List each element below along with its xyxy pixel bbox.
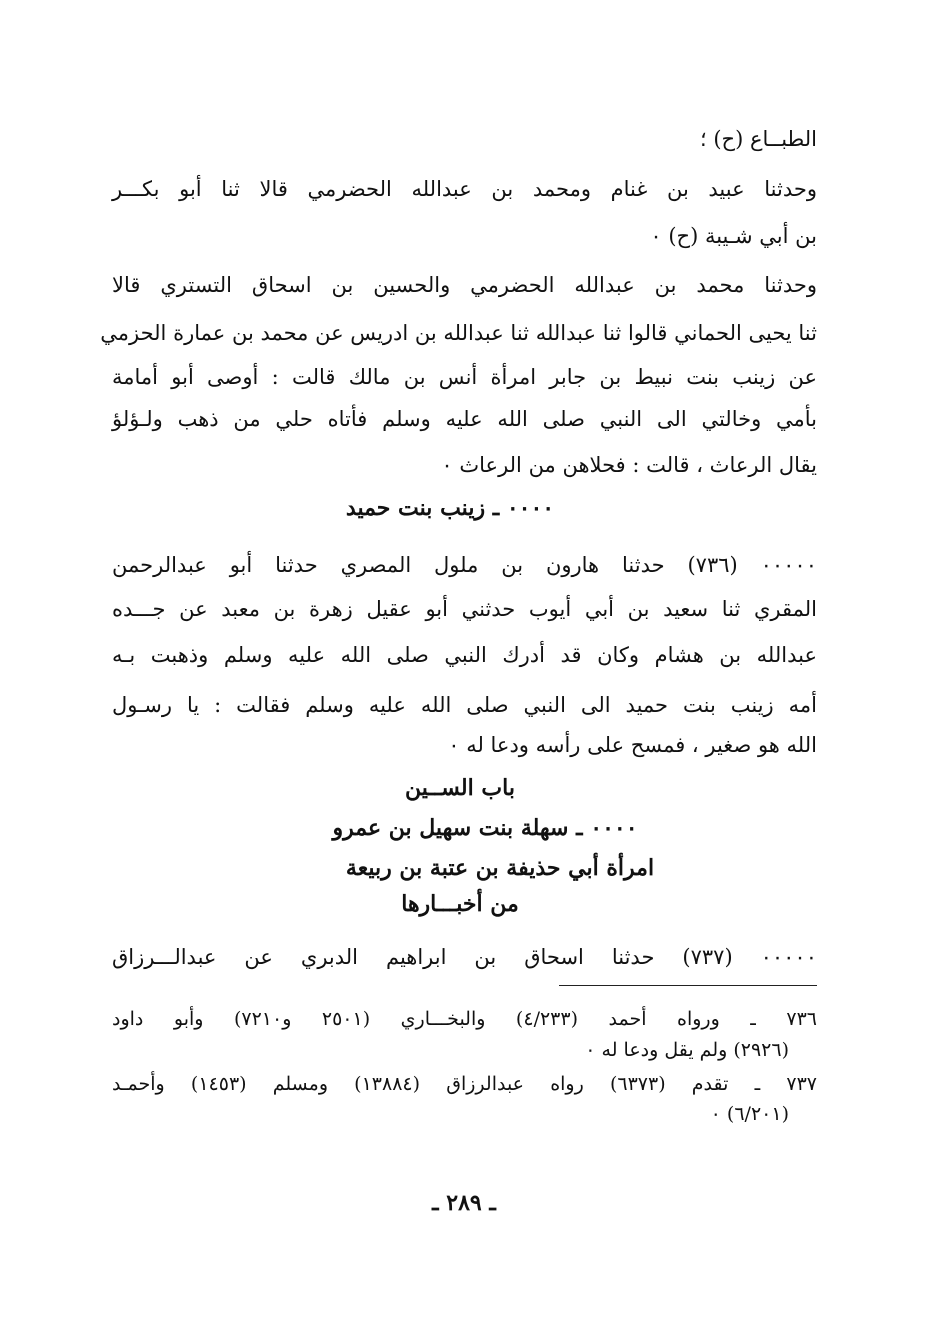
text-line-11: عبدالله بن هشام وكان قد أدرك النبي صلى الله عليه وسلم وذهبت بـه (112, 643, 817, 667)
footnote-line-1: ٧٣٦ ـ ورواه أحمد (٤/٢٣٣) والبخـــاري (٢٥٠١ و٧٢١٠) وأبو داود (112, 1008, 817, 1030)
text-line-7: بأمي وخالتي الى النبي صلى الله عليه وسلم فأتاه حلي من ذهب ولـؤلؤ (112, 407, 817, 431)
text-line-9: ٠٠٠٠٠ (٧٣٦) حدثنا هارون بن ملول المصري حدثنا أبو عبدالرحمن (112, 553, 817, 577)
footnote-line-2: (٢٩٢٦) ولم يقل ودعا له ٠ (585, 1039, 789, 1061)
section-subheading-akhbar: من أخبـــارها (401, 891, 519, 917)
text-line-5: ثنا يحيى الحماني قالوا ثنا عبدالله ثنا عبدالله بن ادريس عن محمد بن عمارة الحزمي (100, 321, 817, 345)
page-number: ـ ٢٨٩ ـ (432, 1190, 496, 1216)
text-line-3: بن أبي شـيبة (ح) ٠ (650, 224, 817, 248)
text-line-4: وحدثنا محمد بن عبدالله الحضرمي والحسين بن اسحاق التستري قالا (112, 273, 817, 297)
text-line-10: المقري ثنا سعيد بن أبي أيوب حدثني أبو عقيل زهرة بن معبد عن جـــده (112, 597, 817, 621)
section-subheading: امرأة أبي حذيفة بن عتبة بن ربيعة (345, 855, 655, 881)
footnote-separator (559, 985, 817, 986)
text-line-2: وحدثنا عبيد بن غنام ومحمد بن عبدالله الحضرمي قالا ثنا أبو بكـــر (112, 177, 817, 201)
text-line-12: أمه زينب بنت حميد الى النبي صلى الله عليه وسلم فقالت : يا رسـول (112, 693, 817, 717)
section-heading-zaynab-bint-humayd: ٠٠٠٠ ـ زينب بنت حميد (345, 495, 555, 521)
text-line-6: عن زينب بنت نبيط بن جابر امرأة أنس بن مالك قالت : أوصى أبو أمامة (112, 365, 817, 389)
text-line-1: الطبــاع (ح) ؛ (700, 127, 817, 151)
text-line-14: ٠٠٠٠٠ (٧٣٧) حدثنا اسحاق بن ابراهيم الدبري عن عبدالـــرزاق (112, 945, 817, 969)
text-line-8: يقال الرعاث ، قالت : فحلاهن من الرعاث ٠ (441, 453, 817, 477)
chapter-heading-bab-al-sin: باب الســين (405, 775, 515, 801)
footnote-line-3: ٧٣٧ ـ تقدم (٦٣٧٣) رواه عبدالرزاق (١٣٨٨٤) ومسلم (١٤٥٣) وأحمـد (112, 1073, 817, 1095)
section-heading-sahla-bint-suhayl: ٠٠٠٠ ـ سهلة بنت سهيل بن عمرو (332, 815, 638, 841)
text-line-13: الله هو صغير ، فمسح على رأسه ودعا له ٠ (448, 733, 817, 757)
footnote-line-4: (٦/٢٠١) ٠ (710, 1103, 789, 1125)
